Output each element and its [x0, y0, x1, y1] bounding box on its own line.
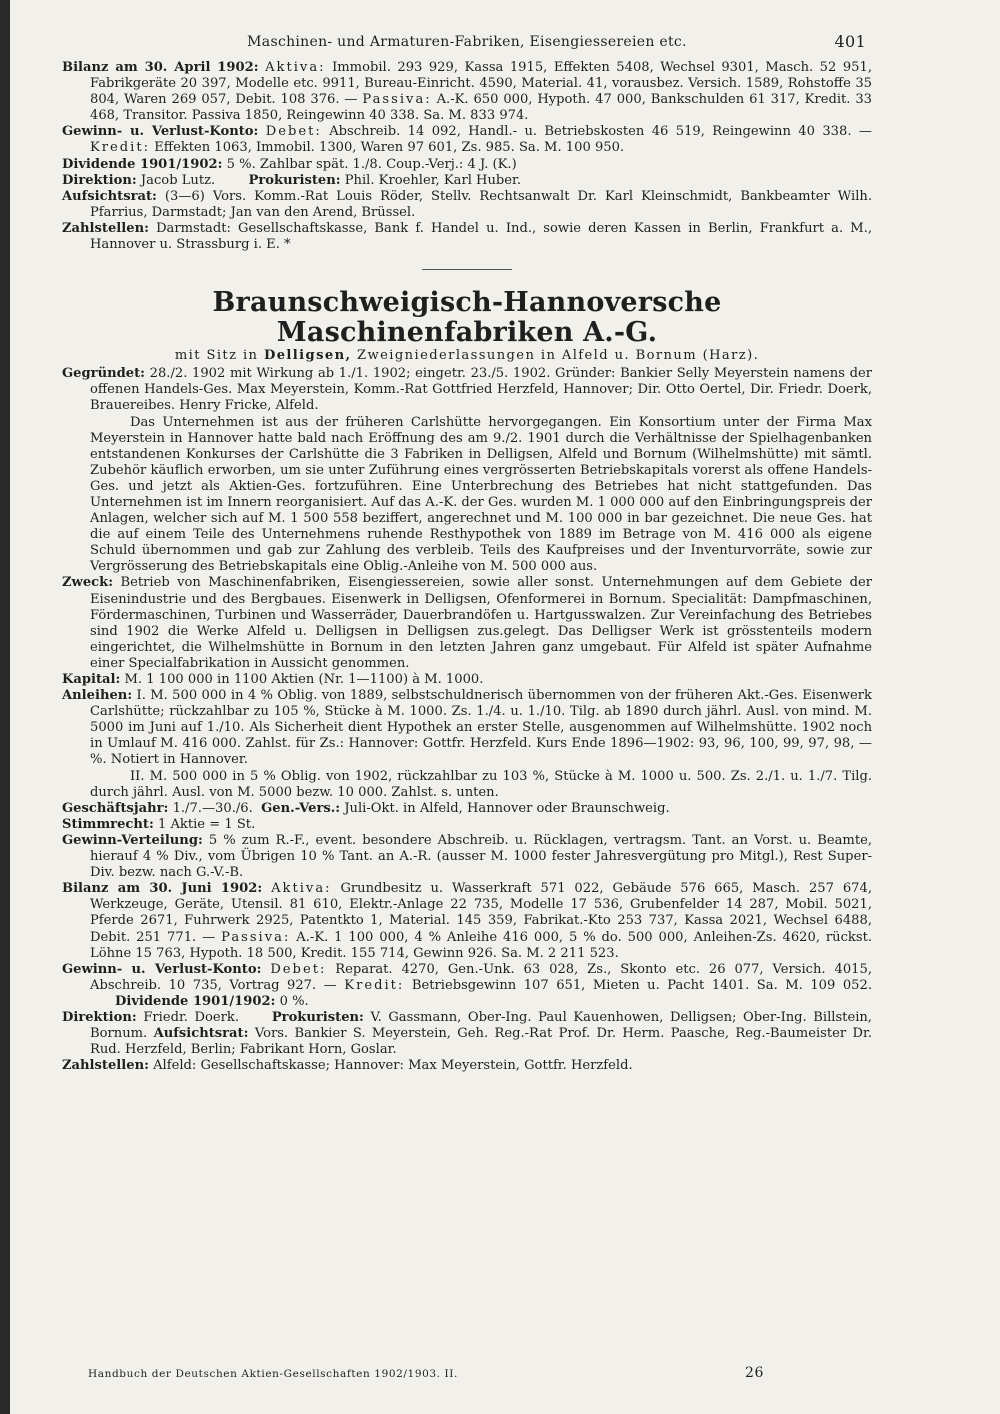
bilanz-heading: Bilanz am 30. Juni 1902: — [62, 881, 263, 897]
prev-aufsichtsrat: Aufsichtsrat: (3—6) Vors. Komm.-Rat Louis Röder, Stellv. Rechtsanwalt Dr. Karl Kleinschmidt, Bankbeamter Wilh. Pfarrius, Darmstadt; Jan van den Arend, Brüssel. — [62, 188, 872, 220]
prev-bilanz-heading: Bilanz am 30. April 1902: — [62, 60, 259, 75]
prev-dividende-heading: Dividende 1901/1902: — [62, 156, 223, 172]
page-footer — [88, 1365, 778, 1381]
prev-dividende: Dividende 1901/1902: 5 %. Zahlbar spät. 1./8. Coup.-Verj.: 4 J. (K.) — [62, 156, 517, 172]
section-divider — [422, 269, 512, 270]
gegruendet: Gegründet: 28./2. 1902 mit Wirkung ab 1./1. 1902; eingetr. 23./5. 1902. Gründer: Bankier Selly Meyerstein namens der offenen Handels-Ges. Max Meyerstein, Komm.-Rat Gottfried Herzfeld, Hannover; Dir. Otto Oertel, Dir. Friedr. Doerk, Brauereibes. Henry Fricke, Alfeld. — [62, 366, 872, 414]
direktion: Direktion: Friedr. Doerk. Prokuristen: V. Gassmann, Ober-Ing. Paul Kauenhowen, Delligsen; Ober-Ing. Billstein, Bornum. Aufsichtsrat: Vors. Bankier S. Meyerstein, Geh. Reg.-Rat Prof. Dr. Herm. Paasche, Reg.-Baumeister Dr. Rud. Herzfeld, Berlin; Fabrikant Horn, Goslar. — [62, 1009, 872, 1058]
prev-bilanz: Bilanz am 30. April 1902: Aktiva: Immobil. 293 929, Kassa 1915, Effekten 5408, Wechsel 9301, Masch. 52 951, Fabrikgeräte 20 397, Modelle etc. 9911, Bureau-Einricht. 4590, Material. 41, vorausbez. Versich. 1589, Rohstoffe 35 804, Waren 269 057, Debit. 108 376. — Passiva: A.-K. 650 000, Hypoth. 47 000, Bankschulden 61 317, Kredit. 33 468, Transitor. Passiva 1850, Reingewinn 40 338. Sa. M. 833 974. — [62, 60, 872, 124]
prev-guv: Gewinn- u. Verlust-Konto: Debet: Abschreib. 14 092, Handl.- u. Betriebskosten 46 519, Reingewinn 40 338. — Kredit: Effekten 1063, Immobil. 1300, Waren 97 601, Zs. 985. Sa. M. 100 950. — [62, 124, 872, 156]
zahlstellen: Zahlstellen: Alfeld: Gesellschaftskasse; Hannover: Max Meyerstein, Gottfr. Herzfeld. — [62, 1058, 633, 1074]
scan-edge — [0, 0, 10, 1414]
bilanz: Bilanz am 30. Juni 1902: Aktiva: Grundbesitz u. Wasserkraft 571 022, Gebäude 576 665, Masch. 257 674, Werkzeuge, Geräte, Utensil. 81 610, Elektr.-Anlage 22 735, Modelle 17 536, Grubenfelder 14 287, Mobil. 5021, Pferde 2671, Fuhrwerk 2925, Patentkto 1, Material. 145 359, Fabrikat.-Kto 253 737, Kassa 2021, Wechsel 6488, Debit. 251 771. — Passiva: A.-K. 1 100 000, 4 % Anleihe 416 000, 5 % do. 500 000, Anleihen-Zs. 4620, rückst. Löhne 15 763, Hypoth. 18 500, Kredit. 155 714, Gewinn 926. Sa. M. 2 211 523. — [62, 881, 872, 961]
prev-direktion: Direktion: Jacob Lutz. Prokuristen: Phil. Kroehler, Karl Huber. — [62, 172, 522, 188]
sheet-signature: 26 — [744, 1365, 764, 1381]
guv: Gewinn- u. Verlust-Konto: Debet: Reparat. 4270, Gen.-Unk. 63 028, Zs., Skonto etc. 26 077, Versich. 4015, Abschreib. 10 735, Vortrag 927. — Kredit: Betriebsgewinn 107 651, Mieten u. Pacht 1401. Sa. M. 109 052. Dividende 1901/1902: 0 %. — [62, 961, 872, 1009]
company-seat: mit Sitz in Delligsen, Zweigniederlassungen in Alfeld u. Bornum (Harz). — [174, 348, 760, 364]
document-page — [62, 34, 872, 1074]
running-header — [62, 34, 872, 60]
company-title: Braunschweigisch-Hannoversche Maschinenfabriken A.-G. — [212, 287, 722, 349]
page-number: 401 — [834, 32, 866, 51]
prev-guv-heading: Gewinn- u. Verlust-Konto: — [62, 124, 259, 140]
gewinn-verteilung: Gewinn-Verteilung: 5 % zum R.-F., event. besondere Abschreib. u. Rücklagen, vertragsm. Tant. an Vorst. u. Beamte, hierauf 4 % Div., vom Übrigen 10 % Tant. an A.-R. (ausser M. 1000 fester Jahresvergütung pro Mitgl.), Rest Super-Div. bezw. nach G.-V.-B. — [62, 832, 872, 881]
seat-city: Delligsen, — [263, 348, 352, 364]
dividende-heading: Dividende 1901/1902: — [114, 993, 276, 1009]
footer-title: Handbuch der Deutschen Aktien-Gesellschaften 1902/1903. II. — [88, 1368, 458, 1380]
zweck: Zweck: Betrieb von Maschinenfabriken, Eisengiessereien, sowie aller sonst. Unternehmungen auf dem Gebiete der Eisenindustrie und des Bergbaues. Eisenwerk in Delligsen, Ofenformerei in Bornum. Specialität: Dampfmaschinen, Fördermaschinen, Turbinen und Wasserräder, Dauerbrandöfen u. Hartgusswalzen. Zur Vereinfachung des Betriebes sind 1902 die Werke Alfeld u. Delligsen in Delligsen zus.gelegt. Das Delligser Werk ist grösstenteils modern eingerichtet, die Wilhelmshütte in Bornum in den letzten Jahren ganz umgebaut. Für Alfeld ist später Aufnahme einer Specialfabrikation in Aussicht genommen. — [62, 575, 872, 671]
prev-zahlstellen: Zahlstellen: Darmstadt: Gesellschaftskasse, Bank f. Handel u. Ind., sowie deren Kassen in Berlin, Frankfurt a. M., Hannover u. Strassburg i. E. * — [62, 220, 872, 253]
header-title: Maschinen- und Armaturen-Fabriken, Eisengiessereien etc. — [247, 34, 687, 50]
geschaeftsjahr: Geschäftsjahr: 1./7.—30./6. Gen.-Vers.: Juli-Okt. in Alfeld, Hannover oder Braunschweig. — [62, 800, 670, 816]
stimmrecht: Stimmrecht: 1 Aktie = 1 St. — [62, 816, 256, 832]
history-paragraph: Das Unternehmen ist aus der früheren Carlshütte hervorgegangen. Ein Konsortium unter der Firma Max Meyerstein in Hannover hatte bald nach Eröffnung des am 9./2. 1901 durch die Verhältnisse der Spielhagenbanken entstandenen Konkurses der Carlshütte die 3 Fabriken in Delligsen, Alfeld und Bornum (Wilhelmshütte) mit sämtl. Zubehör käuflich erworben, um sie unter Zuführung eines vergrösserten Betriebskapitals vorerst als offene Handels-Ges. und jetzt als Aktien-Ges. fortzuführen. Eine Unterbrechung des Betriebes hat nicht stattgefunden. Das Unternehmen ist im Innern reorganisiert. Auf das A.-K. der Ges. wurden M. 1 000 000 auf den Einbringungspreis der Anlagen, welcher sich auf M. 1 500 558 beziffert, angerechnet und M. 100 000 in bar gezeichnet. Die neue Ges. hat die auf einem Teile des Unternehmens ruhende Resthypothek von 1889 im Betrage von M. 416 000 als eigene Schuld übernommen und gab zur Zahlung des verbleib. Teils des Kaufpreises und der Inventurvorräte, sowie zur Vergrösserung des Betriebskapitals eine Oblig.-Anleihe von M. 500 000 aus. — [90, 414, 872, 575]
kapital: Kapital: M. 1 100 000 in 1100 Aktien (Nr. 1—1100) à M. 1000. — [62, 672, 484, 687]
anleihen: Anleihen: I. M. 500 000 in 4 % Oblig. von 1889, selbstschuldnerisch übernommen von der früheren Akt.-Ges. Eisenwerk Carlshütte; rückzahlbar zu 105 %, Stücke à M. 1000. Zs. 1./4. u. 1./10. Tilg. ab 1890 durch jährl. Ausl. von mind. M. 5000 im Juni auf 1./10. Als Sicherheit dient Hypothek an erster Stelle, ausgenommen auf Wilhelmshütte. 1902 noch in Umlauf M. 416 000. Zahlst. für Zs.: Hannover: Gottfr. Herzfeld. Kurs Ende 1896—1902: 93, 96, 100, 99, 97, 98, — %. Notiert in Hannover. — [62, 688, 872, 768]
guv-heading: Gewinn- u. Verlust-Konto: — [62, 961, 262, 977]
anleihen-ii: II. M. 500 000 in 5 % Oblig. von 1902, rückzahlbar zu 103 %, Stücke à M. 1000 u. 500. Zs. 2./1. u. 1./7. Tilg. durch jährl. Ausl. von M. 5000 bezw. 10 000. Zahlst. s. unten. — [90, 768, 872, 800]
